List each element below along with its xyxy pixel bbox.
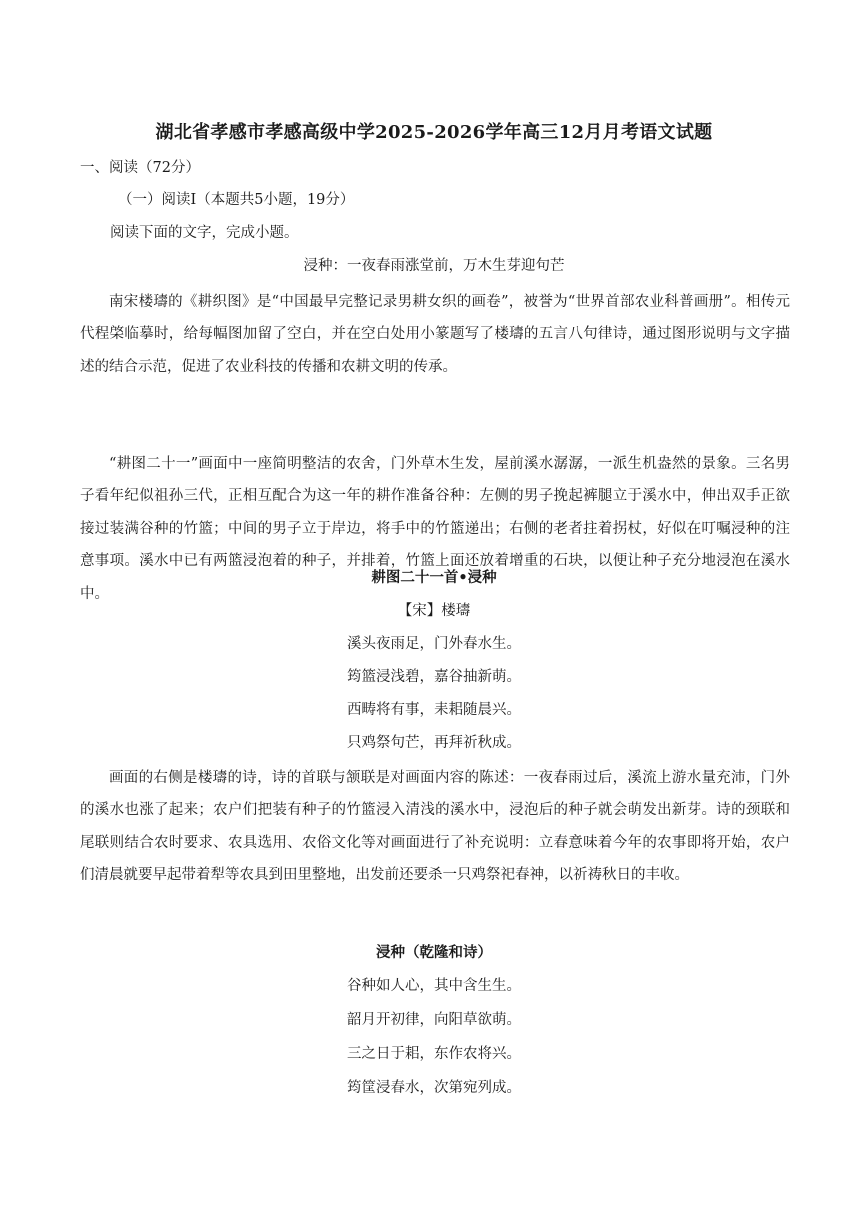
article-title: 浸种：一夜春雨涨堂前，万木生芽迎句芒 <box>303 258 565 274</box>
section-heading: 一、阅读（72分） <box>80 160 200 176</box>
poem2-line: 韶月开初律，向阳草欲萌。 <box>347 1012 521 1028</box>
instruction-text: 阅读下面的文字，完成小题。 <box>110 225 299 241</box>
poem1-line: 只鸡祭句芒，再拜祈秋成。 <box>347 735 521 751</box>
poem1-line: 筠篮浸浅碧，嘉谷抽新萌。 <box>347 669 521 685</box>
paragraph-2: “耕图二十一”画面中一座简明整洁的农舍，门外草木生发，屋前溪水潺潺，一派生机盎然的景象。三名男子看年纪似祖孙三代，正相互配合为这一年的耕作准备谷种：左侧的男子挽起裤腿立于溪水中，伸出双手正欲接过装满谷种的竹篮；中间的男子立于岸边，将手中的竹篮递出；右侧的老者拄着拐杖，好似在叮嘱浸种的注意事项。溪水中已有两篮浸泡着的种子，并排着，竹篮上面还放着增重的石块，以便让种子充分地浸泡在溪水中。 <box>80 456 790 602</box>
poem2-line: 筠筐浸春水，次第宛列成。 <box>347 1080 521 1096</box>
poem2-line: 谷种如人心，其中含生生。 <box>347 978 521 994</box>
poem1-author: 【宋】楼璹 <box>397 603 471 619</box>
subsection-heading: （一）阅读I（本题共5小题，19分） <box>118 192 355 208</box>
poem1-line: 西畴将有事，耒耜随晨兴。 <box>347 702 521 718</box>
paragraph-3: 画面的右侧是楼璹的诗，诗的首联与颔联是对画面内容的陈述：一夜春雨过后，溪流上游水量充沛，门外的溪水也涨了起来；农户们把装有种子的竹篮浸入清浅的溪水中，浸泡后的种子就会萌发出新芽。诗的颈联和尾联则结合农时要求、农具选用、农俗文化等对画面进行了补充说明：立春意味着今年的农事即将开始，农户们清晨就要早起带着犁等农具到田里整地，出发前还要杀一只鸡祭祀春神，以祈祷秋日的丰收。 <box>80 770 790 884</box>
poem1-title: 耕图二十一首•浸种 <box>371 569 497 586</box>
document-title: 湖北省孝感市孝感高级中学2025-2026学年高三12月月考语文试题 <box>155 122 713 143</box>
poem1-line: 溪头夜雨足，门外春水生。 <box>347 636 521 652</box>
poem2-title: 浸种（乾隆和诗） <box>376 944 492 961</box>
paragraph-1: 南宋楼璹的《耕织图》是“中国最早完整记录男耕女织的画卷”，被誉为“世界首部农业科普画册”。相传元代程棨临摹时，给每幅图加留了空白，并在空白处用小篆题写了楼璹的五言八句律诗，通过图形说明与文字描述的结合示范，促进了农业科技的传播和农耕文明的传承。 <box>80 294 790 375</box>
poem2-line: 三之日于耜，东作农将兴。 <box>347 1046 521 1062</box>
